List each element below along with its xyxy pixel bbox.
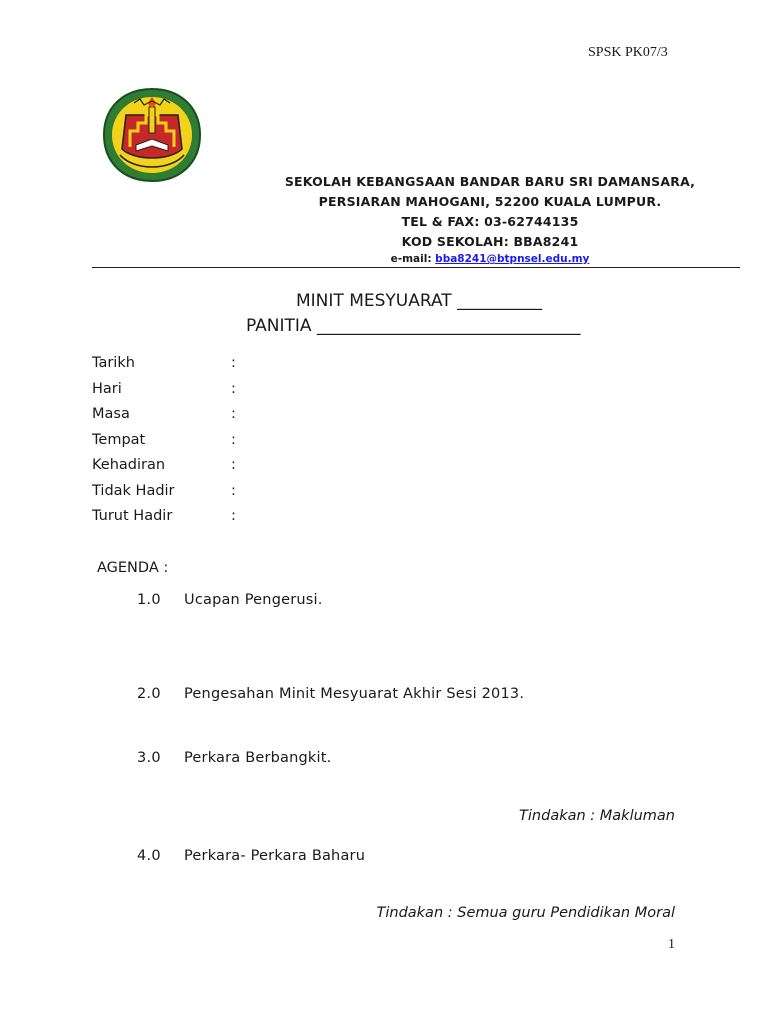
page-number: 1	[668, 937, 675, 952]
field-label-absent: Tidak Hadir	[92, 483, 175, 499]
field-colon: :	[231, 457, 236, 473]
email-label: e-mail:	[390, 253, 436, 265]
document-code: SPSK PK07/3	[588, 45, 668, 60]
agenda-item-number: 4.0	[137, 848, 161, 864]
agenda-item-text: Pengesahan Minit Mesyuarat Akhir Sesi 2013.	[184, 686, 525, 702]
panel-title: PANITIA _______________________________	[246, 316, 581, 336]
school-crest-logo	[100, 85, 204, 185]
agenda-heading: AGENDA :	[97, 560, 169, 576]
header-divider	[92, 267, 740, 268]
email-link[interactable]: bba8241@btpnsel.edu.my	[435, 253, 590, 265]
action-note: Tindakan : Makluman	[519, 808, 675, 824]
field-label-time: Masa	[92, 406, 130, 422]
field-label-date: Tarikh	[92, 355, 135, 371]
school-email	[240, 253, 740, 265]
school-name: SEKOLAH KEBANGSAAN BANDAR BARU SRI DAMANSARA,	[284, 174, 696, 189]
minutes-title: MINIT MESYUARAT __________	[296, 291, 543, 311]
field-label-day: Hari	[92, 381, 122, 397]
school-tel-fax: TEL & FAX: 03-62744135	[401, 214, 579, 229]
school-code: KOD SEKOLAH: BBA8241	[401, 234, 579, 249]
field-label-venue: Tempat	[92, 432, 146, 448]
field-colon: :	[231, 508, 236, 524]
field-label-attendance: Kehadiran	[92, 457, 166, 473]
agenda-item-number: 2.0	[137, 686, 161, 702]
agenda-item-number: 3.0	[137, 750, 161, 766]
field-colon: :	[231, 432, 236, 448]
agenda-item-text: Perkara- Perkara Baharu	[184, 848, 366, 864]
school-address: PERSIARAN MAHOGANI, 52200 KUALA LUMPUR.	[318, 194, 662, 209]
action-note: Tindakan : Semua guru Pendidikan Moral	[376, 905, 675, 921]
agenda-item-text: Ucapan Pengerusi.	[184, 592, 323, 608]
field-colon: :	[231, 483, 236, 499]
agenda-item-text: Perkara Berbangkit.	[184, 750, 332, 766]
field-colon: :	[231, 355, 236, 371]
field-colon: :	[231, 381, 236, 397]
field-label-also-present: Turut Hadir	[92, 508, 173, 524]
field-colon: :	[231, 406, 236, 422]
agenda-item-number: 1.0	[137, 592, 161, 608]
